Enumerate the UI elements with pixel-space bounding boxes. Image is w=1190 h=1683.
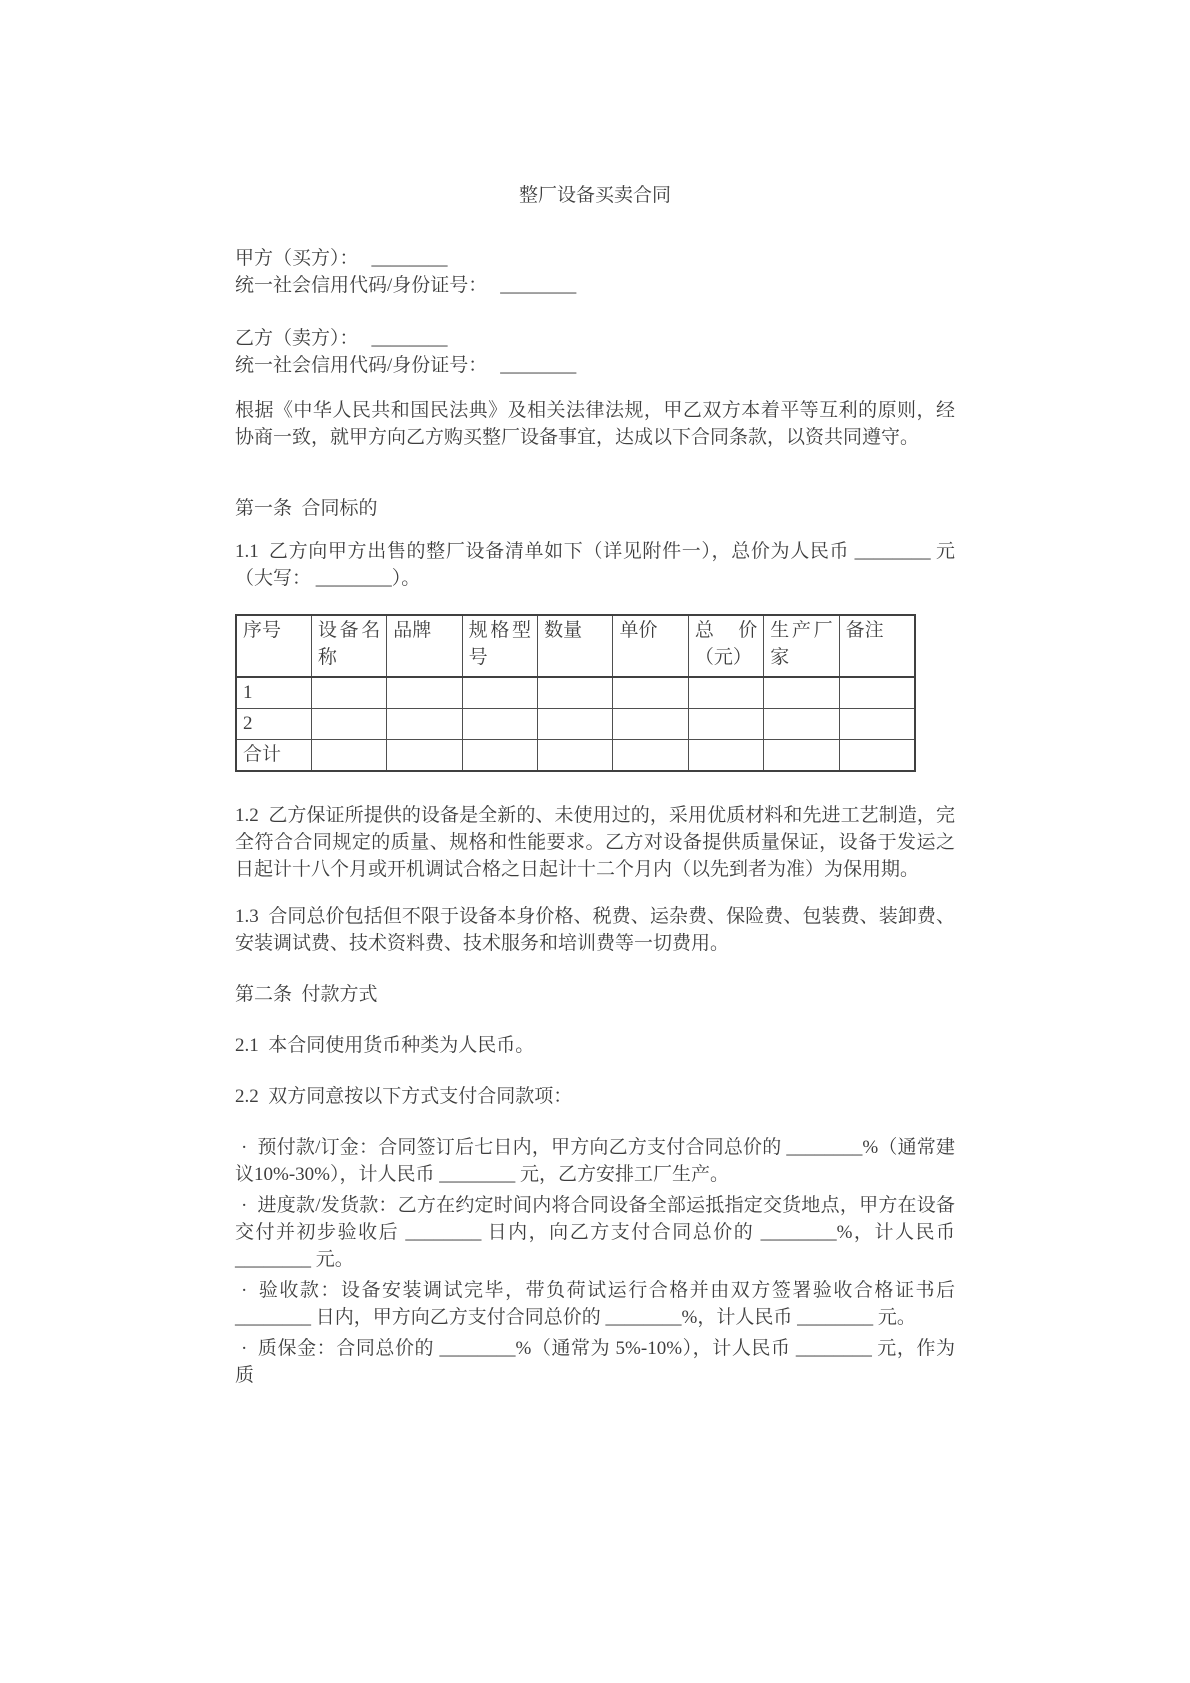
clause-1-1: 1.1 乙方向甲方出售的整厂设备清单如下（详见附件一），总价为人民币 ________ 元（大写： ________）。 bbox=[235, 541, 955, 589]
buyer-name-blank: ________ bbox=[371, 248, 448, 269]
cell-empty bbox=[311, 677, 386, 709]
payment-terms-list bbox=[235, 1134, 955, 1389]
clause-2-1: 2.1 本合同使用货币种类为人民币。 bbox=[235, 1035, 535, 1056]
payment-item-progress-payment bbox=[235, 1192, 955, 1273]
clause-1-3: 1.3 合同总价包括但不限于设备本身价格、税费、运杂费、保险费、包装费、装卸费、安装调试费、技术资料费、技术服务和培训费等一切费用。 bbox=[235, 906, 955, 954]
seller-credit-label: 统一社会信用代码/身份证号： bbox=[235, 355, 488, 376]
header-cell-unit-price: 单价 bbox=[613, 615, 688, 677]
cell-empty bbox=[538, 677, 613, 709]
seller-section bbox=[235, 325, 955, 379]
cell-empty bbox=[538, 709, 613, 740]
seller-name-blank: ________ bbox=[371, 328, 448, 349]
bullet-icon: · bbox=[241, 1195, 248, 1216]
cell-empty bbox=[839, 709, 914, 740]
article-1-heading: 第一条 合同标的 bbox=[235, 498, 378, 519]
cell-empty bbox=[613, 677, 688, 709]
cell-empty bbox=[613, 740, 688, 772]
bullet-icon: · bbox=[241, 1280, 248, 1301]
payment-item-text: 质保金：合同总价的 ________%（通常为 5%-10%），计人民币 ________ 元，作为质 bbox=[235, 1338, 955, 1386]
payment-item-text: 进度款/发货款：乙方在约定时间内将合同设备全部运抵指定交货地点，甲方在设备交付并初步验收后 ________ 日内，向乙方支付合同总价的 ________%，计人民币 ________ 元。 bbox=[235, 1195, 955, 1270]
header-cell-manufacturer: 生产厂家 bbox=[764, 615, 839, 677]
buyer-credit-line bbox=[235, 272, 955, 299]
equipment-table bbox=[235, 614, 916, 772]
cell-empty bbox=[462, 677, 537, 709]
payment-item-text: 预付款/订金：合同签订后七日内，甲方向乙方支付合同总价的 ________%（通常建议10%-30%），计人民币 ________ 元，乙方安排工厂生产。 bbox=[235, 1137, 955, 1185]
cell-empty bbox=[764, 677, 839, 709]
cell-empty bbox=[538, 740, 613, 772]
cell-empty bbox=[462, 709, 537, 740]
payment-item-prepayment bbox=[235, 1134, 955, 1188]
cell-empty bbox=[764, 740, 839, 772]
cell-empty bbox=[688, 709, 763, 740]
cell-empty bbox=[613, 709, 688, 740]
buyer-credit-blank: ________ bbox=[500, 275, 577, 296]
clause-1-2: 1.2 乙方保证所提供的设备是全新的、未使用过的，采用优质材料和先进工艺制造，完全符合合同规定的质量、规格和性能要求。乙方对设备提供质量保证，设备于发运之日起计十八个月或开机调试合格之日起计十二个月内（以先到者为准）为保用期。 bbox=[235, 805, 955, 880]
cell-empty bbox=[311, 740, 386, 772]
cell-empty bbox=[839, 740, 914, 772]
buyer-section bbox=[235, 245, 955, 299]
seller-name-line bbox=[235, 325, 955, 352]
cell-empty bbox=[387, 677, 462, 709]
cell-empty bbox=[764, 709, 839, 740]
cell-total-label: 合计 bbox=[236, 740, 311, 772]
header-cell-brand: 品牌 bbox=[387, 615, 462, 677]
seller-label: 乙方（卖方）： bbox=[235, 328, 359, 349]
equipment-row-total bbox=[236, 740, 915, 772]
buyer-label: 甲方（买方）： bbox=[235, 248, 359, 269]
article-2-heading: 第二条 付款方式 bbox=[235, 984, 378, 1005]
header-cell-remarks: 备注 bbox=[839, 615, 914, 677]
preamble-paragraph: 根据《中华人民共和国民法典》及相关法律法规，甲乙双方本着平等互利的原则，经协商一致，就甲方向乙方购买整厂设备事宜，达成以下合同条款，以资共同遵守。 bbox=[235, 400, 955, 448]
cell-serial: 2 bbox=[236, 709, 311, 740]
header-cell-total-price: 总 价（元） bbox=[688, 615, 763, 677]
equipment-row-2 bbox=[236, 709, 915, 740]
header-cell-quantity: 数量 bbox=[538, 615, 613, 677]
bullet-icon: · bbox=[241, 1137, 248, 1158]
equipment-row-1 bbox=[236, 677, 915, 709]
cell-serial: 1 bbox=[236, 677, 311, 709]
cell-empty bbox=[387, 709, 462, 740]
seller-credit-blank: ________ bbox=[500, 355, 577, 376]
header-cell-spec-model: 规格型号 bbox=[462, 615, 537, 677]
buyer-name-line bbox=[235, 245, 955, 272]
cell-empty bbox=[688, 677, 763, 709]
cell-empty bbox=[311, 709, 386, 740]
cell-empty bbox=[839, 677, 914, 709]
bullet-icon: · bbox=[241, 1338, 248, 1359]
cell-empty bbox=[688, 740, 763, 772]
clause-2-2: 2.2 双方同意按以下方式支付合同款项： bbox=[235, 1086, 573, 1107]
payment-item-acceptance-payment bbox=[235, 1277, 955, 1331]
equipment-table-header-row bbox=[236, 615, 915, 677]
header-cell-equipment-name: 设备名称 bbox=[311, 615, 386, 677]
cell-empty bbox=[462, 740, 537, 772]
header-cell-serial-no: 序号 bbox=[236, 615, 311, 677]
payment-item-quality-retention bbox=[235, 1335, 955, 1389]
payment-item-text: 验收款：设备安装调试完毕，带负荷试运行合格并由双方签署验收合格证书后 ________ 日内，甲方向乙方支付合同总价的 ________%，计人民币 ________ 元。 bbox=[235, 1280, 955, 1328]
cell-empty bbox=[387, 740, 462, 772]
buyer-credit-label: 统一社会信用代码/身份证号： bbox=[235, 275, 488, 296]
page-title: 整厂设备买卖合同 bbox=[518, 185, 671, 206]
seller-credit-line bbox=[235, 352, 955, 379]
